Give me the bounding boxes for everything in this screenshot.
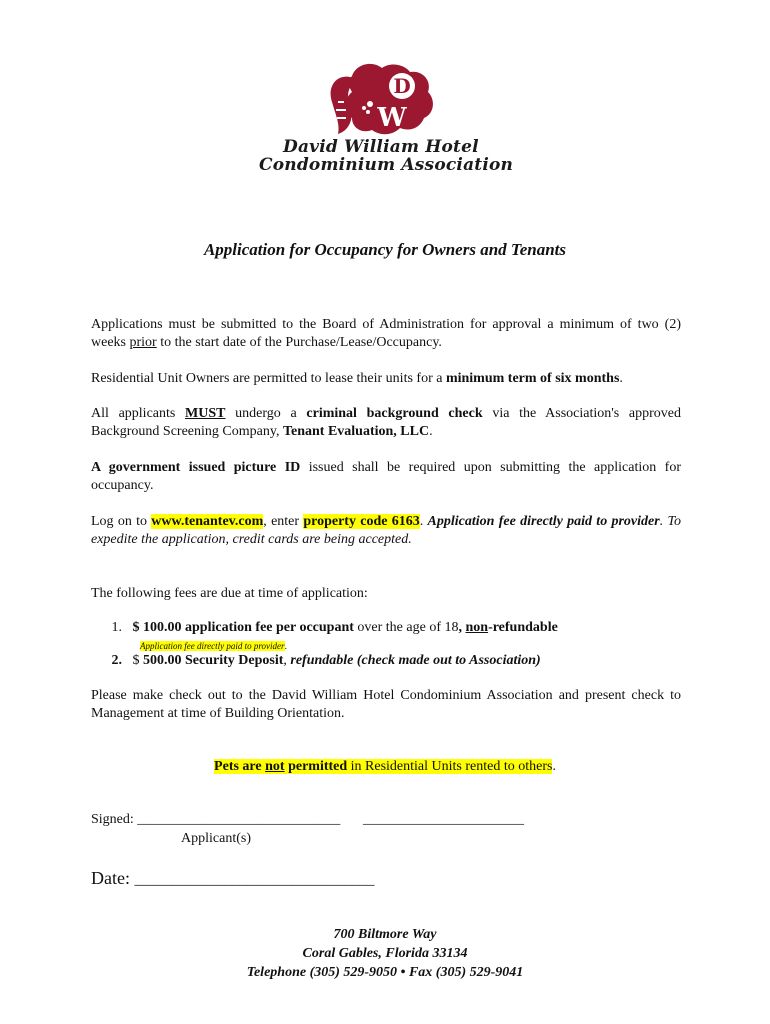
footer-phone-fax: Telephone (305) 529-9050 • Fax (305) 529-9041 bbox=[246, 965, 524, 980]
svg-text:W: W bbox=[377, 103, 407, 133]
date-line[interactable] bbox=[91, 868, 374, 889]
pets-notice: Pets are not permitted in Residential Units rented to others. bbox=[214, 759, 556, 774]
fees-intro: The following fees are due at time of application: bbox=[91, 586, 368, 601]
date-label: Date: bbox=[91, 868, 135, 888]
applicant-caption: Applicant(s) bbox=[181, 831, 251, 846]
date-blank[interactable]: ________________________________ bbox=[134, 872, 375, 888]
footer-street: 700 Biltmore Way bbox=[333, 927, 437, 942]
paragraph-log-on: Log on to www.tenantev.com, enter property code 6163. Application fee directly paid to provider. To expedite the application, credit cards are being accepted. bbox=[91, 514, 681, 547]
svg-text:D: D bbox=[393, 74, 411, 98]
fee-item-1-note: Application fee directly paid to provider. bbox=[140, 641, 287, 651]
paragraph-background-check: All applicants MUST undergo a criminal background check via the Association's approved Background Screening Company, Tenant Evaluation, LLC. bbox=[91, 406, 681, 439]
signature-line[interactable] bbox=[91, 812, 340, 828]
fee-item-2: 2. $ 500.00 Security Deposit, refundable (check made out to Association) bbox=[111, 653, 541, 668]
paragraph-submission: Applications must be submitted to the Board of Administration for approval a minimum of two (2) weeks prior to the start date of the Purchase/Lease/Occupancy. bbox=[91, 317, 681, 350]
logo-line-1: David William Hotel bbox=[283, 137, 479, 157]
page-title: Application for Occupancy for Owners and Tenants bbox=[203, 240, 567, 259]
tenantev-link[interactable]: www.tenantev.com bbox=[151, 514, 264, 529]
paragraph-lease-term: Residential Unit Owners are permitted to lease their units for a minimum term of six months. bbox=[91, 371, 623, 386]
footer-city: Coral Gables, Florida 33134 bbox=[302, 946, 468, 961]
paragraph-check: Please make check out to the David William Hotel Condominium Association and present check to Management at time of Building Orientation. bbox=[91, 688, 681, 721]
signed-label: Signed: bbox=[91, 812, 138, 827]
property-code: property code 6163 bbox=[303, 514, 420, 529]
footer-address bbox=[0, 925, 770, 982]
signature-blank-2[interactable]: _______________________ bbox=[363, 812, 524, 827]
paragraph-picture-id: A government issued picture ID issued shall be required upon submitting the application for occupancy. bbox=[91, 460, 681, 493]
signature-blank-1[interactable]: _____________________________ bbox=[137, 812, 341, 827]
fee-item-1: 1. $ 100.00 application fee per occupant over the age of 18, non-refundable bbox=[111, 620, 558, 635]
logo-line-2: Condominium Association bbox=[259, 155, 514, 175]
